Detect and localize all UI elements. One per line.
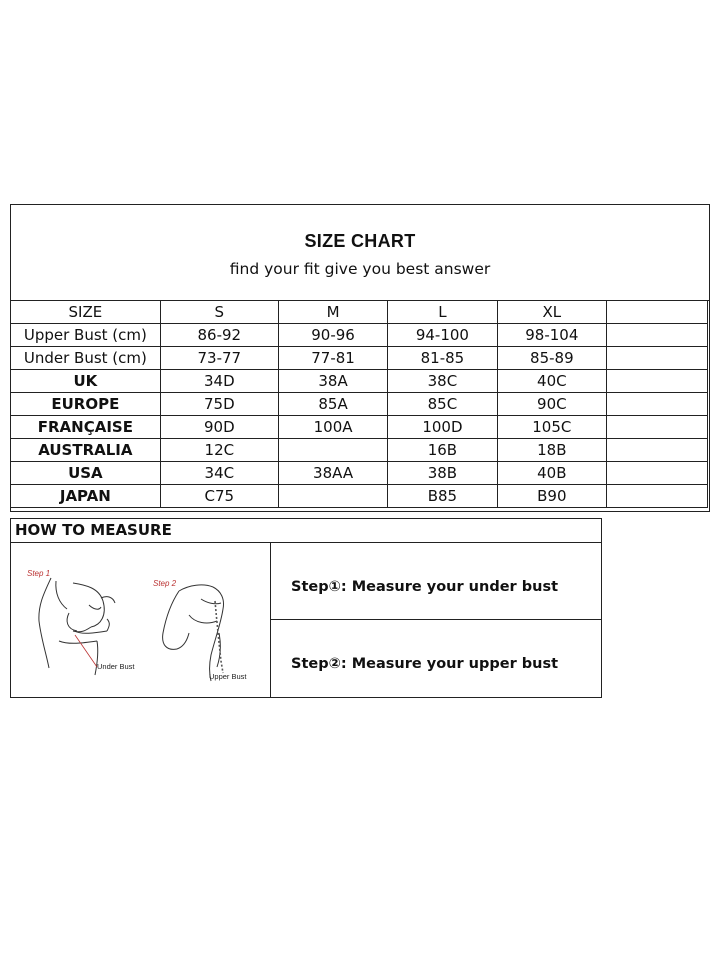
table-row <box>11 324 708 347</box>
table-cell <box>607 370 708 393</box>
step-upper-bust: Step②: Measure your upper bust <box>291 656 559 672</box>
table-cell: 85A <box>278 393 387 416</box>
table-row <box>11 393 708 416</box>
table-row <box>11 347 708 370</box>
table-cell: 85C <box>388 393 497 416</box>
row-label: AUSTRALIA <box>11 439 161 462</box>
row-label: Upper Bust (cm) <box>11 324 161 347</box>
row-label: FRANÇAISE <box>11 416 161 439</box>
table-cell <box>607 485 708 508</box>
table-cell <box>607 416 708 439</box>
size-table <box>10 300 708 508</box>
size-chart <box>10 204 710 512</box>
table-row <box>11 485 708 508</box>
size-chart-title-area <box>11 205 709 301</box>
row-label: Under Bust (cm) <box>11 347 161 370</box>
table-cell <box>607 324 708 347</box>
table-cell: 85-89 <box>497 347 606 370</box>
illustration-step1-label: Step 1 <box>27 569 51 578</box>
illustration-upper-bust-label: Upper Bust <box>209 672 247 681</box>
table-cell <box>607 462 708 485</box>
table-cell: 81-85 <box>388 347 497 370</box>
row-label: UK <box>11 370 161 393</box>
table-row <box>11 370 708 393</box>
table-cell <box>607 393 708 416</box>
table-cell: 38C <box>388 370 497 393</box>
table-row <box>11 439 708 462</box>
table-cell: 73-77 <box>160 347 278 370</box>
table-cell: 90D <box>160 416 278 439</box>
table-cell: B85 <box>388 485 497 508</box>
table-cell <box>607 439 708 462</box>
table-cell <box>278 485 387 508</box>
how-to-measure-title: HOW TO MEASURE <box>11 519 601 543</box>
table-cell: 75D <box>160 393 278 416</box>
table-cell: B90 <box>497 485 606 508</box>
table-cell: 90C <box>497 393 606 416</box>
figure-step2-icon <box>163 585 224 681</box>
table-cell: 105C <box>497 416 606 439</box>
table-header-row <box>11 301 708 324</box>
table-cell: 94-100 <box>388 324 497 347</box>
size-chart-title: SIZE CHART <box>304 231 416 251</box>
table-cell <box>278 439 387 462</box>
table-cell: 18B <box>497 439 606 462</box>
measure-steps <box>271 543 602 698</box>
table-cell: 77-81 <box>278 347 387 370</box>
row-label: JAPAN <box>11 485 161 508</box>
table-cell: 34C <box>160 462 278 485</box>
table-cell: 100D <box>388 416 497 439</box>
header-cell: XL <box>497 301 606 324</box>
table-cell: 40B <box>497 462 606 485</box>
table-cell: 38AA <box>278 462 387 485</box>
table-cell: C75 <box>160 485 278 508</box>
size-chart-subtitle: find your fit give you best answer <box>229 260 491 278</box>
illustration-step2-label: Step 2 <box>153 579 177 588</box>
header-size-label: SIZE <box>11 301 161 324</box>
header-cell: M <box>278 301 387 324</box>
step-under-bust: Step①: Measure your under bust <box>271 543 602 620</box>
table-cell: 98-104 <box>497 324 606 347</box>
table-cell: 38A <box>278 370 387 393</box>
table-cell: 16B <box>388 439 497 462</box>
table-cell: 34D <box>160 370 278 393</box>
how-to-measure-section <box>10 518 602 698</box>
row-label: USA <box>11 462 161 485</box>
measure-illustration-drawing <box>11 543 269 698</box>
header-cell: L <box>388 301 497 324</box>
header-cell <box>607 301 708 324</box>
measure-illustration <box>11 543 271 698</box>
table-cell: 40C <box>497 370 606 393</box>
table-row <box>11 416 708 439</box>
header-cell: S <box>160 301 278 324</box>
table-row <box>11 462 708 485</box>
illustration-under-bust-label: Under Bust <box>97 662 135 671</box>
row-label: EUROPE <box>11 393 161 416</box>
table-cell <box>607 347 708 370</box>
table-cell: 12C <box>160 439 278 462</box>
table-cell: 38B <box>388 462 497 485</box>
figure-step1-icon <box>39 578 115 675</box>
table-cell: 90-96 <box>278 324 387 347</box>
table-cell: 100A <box>278 416 387 439</box>
pointer-line-under-bust <box>75 635 97 667</box>
table-cell: 86-92 <box>160 324 278 347</box>
